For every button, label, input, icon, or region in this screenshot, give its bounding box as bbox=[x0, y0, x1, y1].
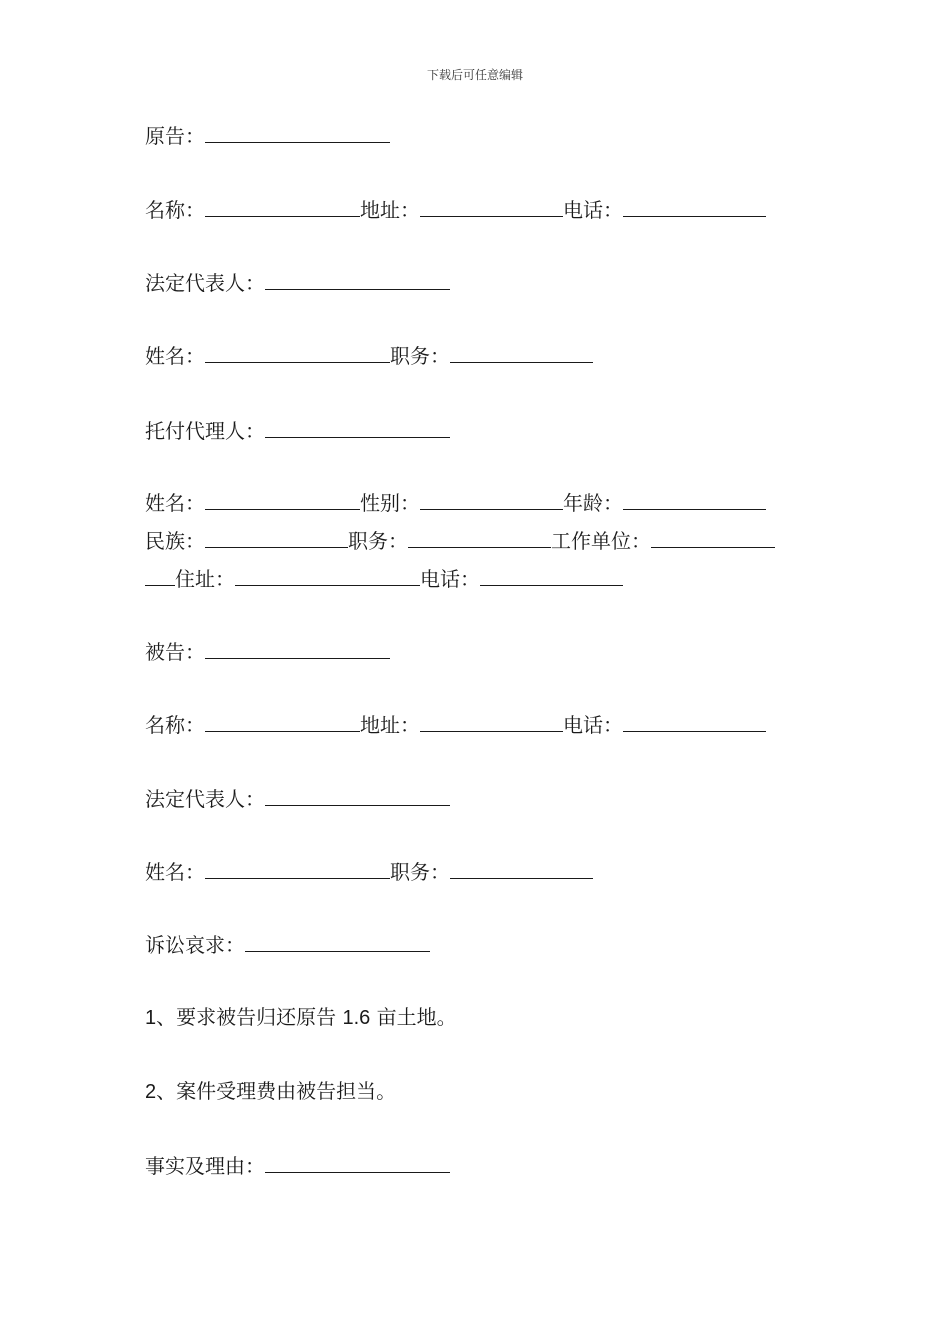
rep-duty-label: 职务： bbox=[390, 344, 450, 368]
def-legal-rep-blank[interactable] bbox=[265, 786, 450, 806]
agent-label: 托付代理人： bbox=[145, 419, 265, 443]
defendant-org-line bbox=[145, 712, 766, 737]
plaintiff-line bbox=[145, 123, 390, 148]
defendant-label: 被告： bbox=[145, 640, 205, 664]
plaintiff-rep-info-line bbox=[145, 343, 593, 368]
defendant-rep-info-line bbox=[145, 859, 593, 884]
org-phone-label: 电话： bbox=[563, 198, 623, 222]
org-address-blank[interactable] bbox=[420, 197, 563, 217]
facts-line bbox=[145, 1153, 450, 1178]
agent-residence-blank[interactable] bbox=[235, 566, 420, 586]
claim-2-number: 2 bbox=[145, 1081, 157, 1103]
org-phone-blank[interactable] bbox=[623, 197, 766, 217]
legal-rep-blank[interactable] bbox=[265, 270, 450, 290]
claims-line bbox=[145, 932, 430, 957]
defendant-line bbox=[145, 639, 390, 664]
page-header: 下载后可任意编辑 bbox=[426, 68, 523, 82]
def-org-address-label: 地址： bbox=[360, 713, 420, 737]
defendant-rep-line bbox=[145, 786, 450, 811]
def-rep-name-label: 姓名： bbox=[145, 860, 205, 884]
facts-label: 事实及理由： bbox=[145, 1154, 265, 1178]
plaintiff-label: 原告： bbox=[145, 124, 205, 148]
plaintiff-org-line bbox=[145, 197, 766, 222]
def-rep-duty-blank[interactable] bbox=[450, 859, 593, 879]
legal-rep-label: 法定代表人： bbox=[145, 271, 265, 295]
agent-age-label: 年龄： bbox=[563, 491, 623, 515]
agent-line bbox=[145, 418, 450, 443]
agent-blank[interactable] bbox=[265, 418, 450, 438]
agent-info-line-3 bbox=[145, 566, 623, 591]
agent-workplace-label: 工作单位： bbox=[551, 529, 651, 553]
def-rep-name-blank[interactable] bbox=[205, 859, 390, 879]
claim-2-text: 、案件受理费由被告担当。 bbox=[156, 1079, 397, 1103]
plaintiff-blank[interactable] bbox=[205, 123, 390, 143]
agent-phone-blank[interactable] bbox=[480, 566, 623, 586]
rep-name-blank[interactable] bbox=[205, 343, 390, 363]
facts-blank[interactable] bbox=[265, 1153, 450, 1173]
agent-phone-label: 电话： bbox=[420, 567, 480, 591]
def-org-phone-label: 电话： bbox=[563, 713, 623, 737]
claims-blank[interactable] bbox=[245, 932, 430, 952]
claim-1-number: 1 bbox=[145, 1007, 157, 1029]
agent-duty-blank[interactable] bbox=[408, 528, 551, 548]
agent-ethnicity-blank[interactable] bbox=[205, 528, 348, 548]
agent-duty-label: 职务： bbox=[348, 529, 408, 553]
def-rep-duty-label: 职务： bbox=[390, 860, 450, 884]
agent-gender-blank[interactable] bbox=[420, 490, 563, 510]
def-org-name-label: 名称： bbox=[145, 713, 205, 737]
org-name-label: 名称： bbox=[145, 198, 205, 222]
org-name-blank[interactable] bbox=[205, 197, 360, 217]
agent-name-blank[interactable] bbox=[205, 490, 360, 510]
def-legal-rep-label: 法定代表人： bbox=[145, 787, 265, 811]
def-org-address-blank[interactable] bbox=[420, 712, 563, 732]
agent-info-line-2 bbox=[145, 528, 775, 553]
def-org-name-blank[interactable] bbox=[205, 712, 360, 732]
agent-workplace-blank-cont[interactable] bbox=[145, 566, 175, 586]
agent-gender-label: 性别： bbox=[360, 491, 420, 515]
agent-name-label: 姓名： bbox=[145, 491, 205, 515]
agent-residence-label: 住址： bbox=[175, 567, 235, 591]
claim-item-1 bbox=[145, 1005, 457, 1030]
defendant-blank[interactable] bbox=[205, 639, 390, 659]
agent-workplace-blank[interactable] bbox=[651, 528, 775, 548]
claims-label: 诉讼哀求： bbox=[145, 933, 245, 957]
rep-duty-blank[interactable] bbox=[450, 343, 593, 363]
claim-1-value: 1.6 bbox=[342, 1007, 371, 1029]
plaintiff-rep-line bbox=[145, 270, 450, 295]
agent-ethnicity-label: 民族： bbox=[145, 529, 205, 553]
claim-1-text: 、要求被告归还原告 bbox=[156, 1005, 337, 1029]
claim-item-2 bbox=[145, 1079, 396, 1104]
claim-1-end: 亩土地。 bbox=[376, 1005, 457, 1029]
rep-name-label: 姓名： bbox=[145, 344, 205, 368]
agent-age-blank[interactable] bbox=[623, 490, 766, 510]
def-org-phone-blank[interactable] bbox=[623, 712, 766, 732]
org-address-label: 地址： bbox=[360, 198, 420, 222]
agent-info-line-1 bbox=[145, 490, 766, 515]
